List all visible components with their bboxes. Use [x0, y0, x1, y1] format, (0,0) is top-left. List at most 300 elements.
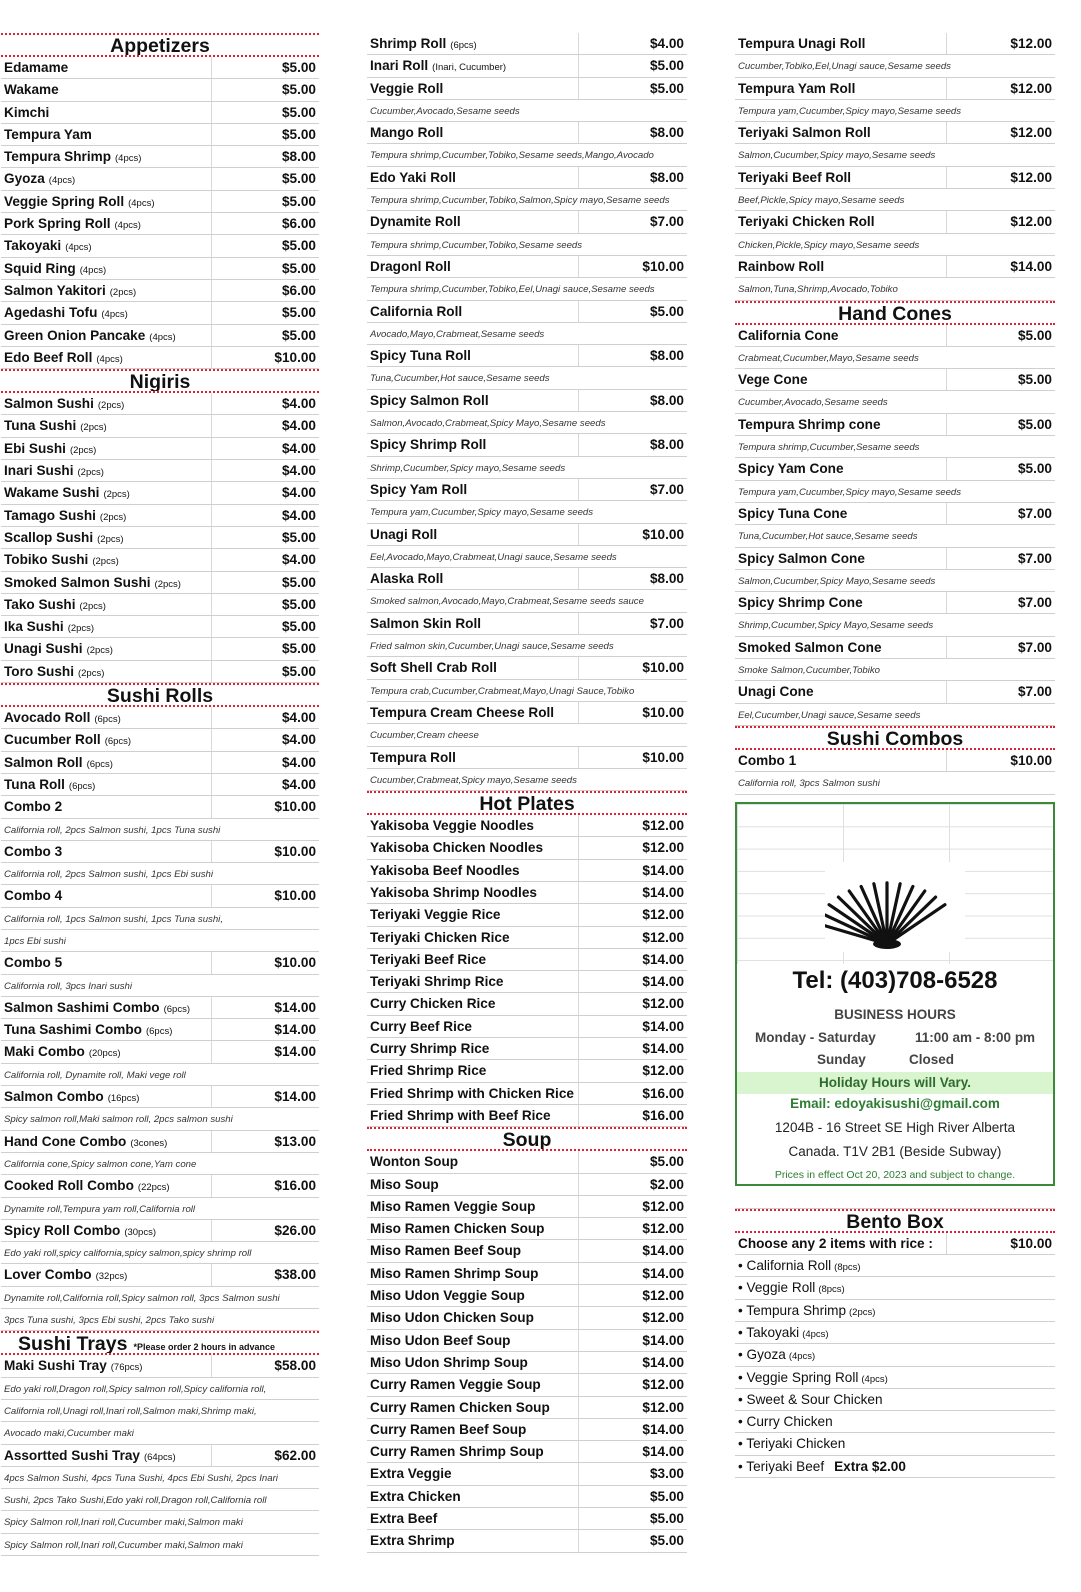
item-description — [367, 144, 687, 166]
email-address: Email: edoyakisushi@gmail.com — [790, 1096, 1000, 1111]
item-name-text: Spicy Shrimp Cone — [738, 595, 863, 611]
description-text: Cucumber,Cream cheese — [370, 730, 479, 742]
item-description — [367, 546, 687, 568]
item-description — [367, 501, 687, 523]
item-description — [367, 367, 687, 389]
menu-item — [367, 927, 687, 949]
item-name-text: Takoyaki — [4, 238, 62, 254]
item-name-text: Wonton Soup — [370, 1154, 459, 1170]
item-name — [370, 1333, 510, 1348]
item-name-text: Smoked Salmon Sushi — [4, 574, 151, 590]
item-description — [1, 1153, 319, 1175]
menu-item — [367, 390, 687, 412]
description-text: Shrimp,Cucumber,Spicy mayo,Sesame seeds — [370, 462, 566, 474]
menu-item — [735, 33, 1055, 55]
item-name-text: Miso Udon Veggie Soup — [370, 1288, 525, 1304]
item-price: $8.00 — [649, 571, 684, 587]
item-name-text: Maki Sushi Tray — [4, 1358, 107, 1374]
item-quantity: (2pcs) — [97, 400, 125, 412]
item-description — [735, 347, 1055, 369]
item-description — [735, 772, 1055, 794]
menu-item — [1, 57, 319, 79]
item-name-text: Wakame — [4, 82, 59, 98]
item-name-text: Salmon Sushi — [4, 396, 94, 412]
item-name-text: Spicy Yam Cone — [738, 461, 844, 477]
item-name-text: Mango Roll — [370, 125, 444, 141]
item-name — [4, 441, 96, 456]
menu-item — [1, 997, 319, 1019]
description-text: California roll, 3pcs Inari sushi — [4, 980, 132, 992]
item-name-text: Maki Combo — [4, 1044, 85, 1060]
description-text: Salmon,Cucumber,Spicy mayo,Sesame seeds — [738, 150, 936, 162]
item-quantity: (4pcs) — [128, 197, 155, 209]
item-name-text: Pork Spring Roll — [4, 216, 111, 232]
item-name — [738, 214, 875, 229]
menu-item — [367, 1463, 687, 1485]
item-price: $8.00 — [649, 437, 684, 453]
item-price: $8.00 — [649, 169, 684, 185]
item-name — [4, 171, 75, 186]
item-name-text: Cucumber Roll — [4, 732, 101, 748]
item-price: $10.00 — [642, 704, 684, 720]
item-name — [370, 259, 451, 274]
item-name-text: Soft Shell Crab Roll — [370, 660, 497, 676]
item-name-text: Miso Ramen Beef Soup — [370, 1243, 522, 1259]
item-quantity: (2pcs) — [92, 556, 119, 568]
item-name — [370, 818, 534, 833]
item-price: $13.00 — [274, 1133, 316, 1149]
item-name-text: Tempura Unagi Roll — [738, 36, 866, 51]
item-price: $10.00 — [642, 258, 684, 274]
item-name-text: Curry Chicken Rice — [370, 996, 496, 1012]
menu-item — [1, 952, 319, 974]
item-name-text: Salmon Combo — [4, 1089, 104, 1105]
item-price: $7.00 — [1017, 639, 1052, 655]
menu-item — [1, 79, 319, 101]
menu-item — [367, 256, 687, 278]
item-name-text: Choose any 2 items with rice : — [738, 1235, 933, 1251]
item-name — [4, 508, 126, 523]
item-price: $5.00 — [281, 641, 316, 657]
item-name-text: Spicy Salmon Cone — [738, 550, 865, 566]
menu-item — [367, 1441, 687, 1463]
item-price: $14.00 — [642, 884, 684, 900]
bento-option-text: • Teriyaki Chicken — [738, 1436, 846, 1452]
item-quantity: (2pcs) — [109, 286, 137, 298]
item-name — [4, 732, 131, 747]
item-name — [370, 930, 510, 945]
description-text: Edo yaki roll,spicy california,spicy salmon,spicy shrimp roll — [4, 1248, 252, 1260]
menu-item — [367, 1083, 687, 1105]
menu-item — [1, 347, 319, 369]
item-price: $8.00 — [649, 125, 684, 141]
menu-item — [367, 1060, 687, 1082]
item-description — [1, 1309, 319, 1331]
item-name-text: Veggie Spring Roll — [4, 193, 125, 209]
item-price: $14.00 — [642, 1421, 684, 1437]
holiday-notice: Holiday Hours will Vary. — [737, 1072, 1053, 1094]
item-quantity: (2pcs) — [80, 422, 107, 434]
item-name-text: Tempura Roll — [370, 749, 456, 765]
item-price: $12.00 — [642, 1310, 684, 1326]
description-text: 4pcs Salmon Sushi, 4pcs Tuna Sushi, 4pcs Ebi Sushi, 2pcs Inari — [4, 1472, 278, 1484]
item-description — [1, 930, 319, 952]
menu-item — [1, 302, 319, 324]
item-description — [1, 1400, 319, 1422]
item-name — [370, 1266, 538, 1281]
item-price: $7.00 — [1017, 595, 1052, 611]
menu-item — [1, 482, 319, 504]
menu-item — [367, 479, 687, 501]
item-description — [1, 1242, 319, 1264]
bento-option-name — [738, 1280, 845, 1295]
menu-item — [1, 460, 319, 482]
item-name — [4, 552, 119, 567]
item-price: $10.00 — [642, 660, 684, 676]
item-name-text: Ebi Sushi — [4, 440, 66, 456]
item-description — [735, 189, 1055, 211]
item-name-text: Tamago Sushi — [4, 507, 96, 523]
menu-item — [367, 1151, 687, 1173]
description-text: 3pcs Tuna sushi, 3pcs Ebi sushi, 2pcs Tako sushi — [4, 1315, 215, 1327]
item-name — [370, 705, 554, 720]
item-name-text: Spicy Roll Combo — [4, 1222, 121, 1238]
menu-item — [735, 325, 1055, 347]
item-name — [370, 1288, 525, 1303]
item-quantity: (6pcs) — [86, 758, 113, 770]
item-price: $12.00 — [1010, 36, 1052, 51]
item-quantity: (2pcs) — [86, 645, 113, 657]
item-description — [735, 436, 1055, 458]
item-price: $4.00 — [281, 710, 316, 726]
blank-row — [735, 1187, 1055, 1209]
item-name-text: Smoked Salmon Cone — [738, 639, 882, 655]
item-price: $12.00 — [642, 1063, 684, 1079]
item-name — [4, 844, 62, 859]
item-name — [4, 1044, 121, 1059]
item-description — [367, 234, 687, 256]
bento-option-text: • Takoyaki — [738, 1324, 800, 1340]
menu-item — [1, 191, 319, 213]
item-quantity: (4pcs) — [48, 175, 76, 187]
description-text: Salmon,Tuna,Shrimp,Avocado,Tobiko — [738, 284, 898, 296]
item-name-text: Assortted Sushi Tray — [4, 1447, 140, 1463]
item-quantity: (2pcs) — [67, 623, 95, 635]
item-name-text: Yakisoba Chicken Noodles — [370, 840, 544, 856]
item-description — [735, 391, 1055, 413]
item-name — [370, 996, 495, 1011]
item-price: $7.00 — [1017, 550, 1052, 566]
menu-item — [1, 527, 319, 549]
bento-option-quantity: (2pcs) — [849, 1306, 876, 1318]
item-description — [735, 100, 1055, 122]
item-name — [370, 1177, 439, 1192]
menu-item — [1, 885, 319, 907]
item-name-text: Miso Ramen Veggie Soup — [370, 1198, 536, 1214]
item-description — [1, 975, 319, 997]
bento-option-text: • Veggie Spring Roll — [738, 1369, 859, 1385]
description-text: Eel,Cucumber,Unagi sauce,Sesame seeds — [738, 709, 921, 721]
menu-item — [367, 524, 687, 546]
section-header — [735, 1209, 1055, 1233]
menu-item — [367, 1174, 687, 1196]
item-name-text: Veggie Roll — [370, 80, 444, 96]
bento-option-name — [738, 1347, 815, 1362]
bento-option — [735, 1277, 1055, 1299]
item-name-text: Tempura Shrimp — [4, 149, 112, 165]
item-description — [367, 635, 687, 657]
item-price: $5.00 — [281, 305, 316, 321]
menu-item — [1, 1175, 319, 1197]
description-text: Fried salmon skin,Cucumber,Unagi sauce,Sesame seeds — [370, 641, 614, 653]
item-price: $10.00 — [642, 526, 684, 542]
item-price: $4.00 — [281, 485, 316, 501]
item-name — [370, 58, 506, 73]
bento-option-text: • Curry Chicken — [738, 1414, 833, 1430]
item-price: $26.00 — [274, 1222, 316, 1238]
description-text: California roll, 3pcs Salmon sushi — [738, 778, 880, 790]
item-name-text: Extra Chicken — [370, 1488, 461, 1504]
item-name — [4, 1089, 139, 1104]
item-price: $10.00 — [1010, 752, 1052, 768]
item-description — [1, 1287, 319, 1309]
item-name-text: Teriyaki Chicken Rice — [370, 929, 510, 945]
description-text: Sushi, 2pcs Tako Sushi,Edo yaki roll,Dragon roll,California roll — [4, 1495, 267, 1507]
item-name — [4, 485, 130, 500]
item-price: $8.00 — [649, 392, 684, 408]
item-name — [370, 616, 481, 631]
menu-item — [1, 124, 319, 146]
item-price: $14.00 — [642, 862, 684, 878]
item-description — [735, 55, 1055, 77]
item-quantity: (2pcs) — [154, 578, 181, 590]
item-name — [370, 1063, 486, 1078]
fan-handle — [873, 939, 901, 949]
item-name — [4, 955, 62, 970]
item-name — [4, 1022, 172, 1037]
bento-option-text: • Gyoza — [738, 1347, 786, 1363]
item-quantity: (4pcs) — [149, 331, 176, 343]
item-name-text: Miso Soup — [370, 1176, 439, 1192]
bento-option-name — [738, 1459, 906, 1474]
item-name — [4, 664, 104, 679]
menu-item — [367, 345, 687, 367]
item-name — [738, 753, 796, 768]
item-price: $5.00 — [649, 80, 684, 96]
menu-item — [735, 458, 1055, 480]
item-price: $5.00 — [281, 663, 316, 679]
item-price: $4.00 — [281, 440, 316, 456]
item-name-text: Curry Ramen Beef Soup — [370, 1421, 527, 1437]
item-name-text: Combo 5 — [4, 955, 63, 971]
item-name — [4, 149, 141, 164]
item-name — [4, 82, 59, 97]
item-price: $5.00 — [281, 60, 316, 75]
item-name-text: Salmon Roll — [4, 754, 83, 770]
item-name-text: Curry Beef Rice — [370, 1018, 472, 1034]
menu-item — [1, 841, 319, 863]
item-name-text: Tuna Sushi — [4, 418, 77, 434]
item-description — [367, 100, 687, 122]
item-name — [370, 125, 443, 140]
address-line-2: Canada. T1V 2B1 (Beside Subway) — [788, 1144, 1002, 1159]
menu-item — [367, 568, 687, 590]
item-name — [4, 530, 124, 545]
item-quantity: (30pcs) — [124, 1226, 156, 1238]
item-name-text: Teriyaki Beef Rice — [370, 951, 487, 967]
item-price: $12.00 — [1010, 214, 1052, 230]
section-header — [367, 791, 687, 815]
menu-item — [735, 1233, 1055, 1255]
item-price: $16.00 — [642, 1107, 684, 1123]
item-name-text: Shrimp Roll — [370, 36, 447, 51]
description-text: Tempura crab,Cucumber,Crabmeat,Mayo,Unagi Sauce,Tobiko — [370, 685, 635, 697]
item-price: $10.00 — [274, 955, 316, 971]
item-name-text: Fried Shrimp with Beef Rice — [370, 1107, 551, 1123]
description-text: Cucumber,Avocado,Sesame seeds — [370, 105, 520, 117]
item-name — [4, 1267, 127, 1282]
item-price: $38.00 — [274, 1267, 316, 1283]
menu-item — [1, 325, 319, 347]
description-text: Dynamite roll,California roll,Spicy salmon roll, 3pcs Salmon sushi — [4, 1292, 280, 1304]
menu-item — [1, 549, 319, 571]
item-price: $4.00 — [281, 754, 316, 770]
hours-days: Sunday — [817, 1052, 866, 1067]
description-text: Salmon,Cucumber,Spicy Mayo,Sesame seeds — [738, 575, 936, 587]
bento-option-text: • California Roll — [738, 1258, 832, 1274]
item-quantity: (2pcs) — [103, 489, 130, 501]
menu-item — [1, 796, 319, 818]
menu-item — [1, 280, 319, 302]
item-name-text: Curry Shrimp Rice — [370, 1041, 490, 1057]
menu-item — [367, 1508, 687, 1530]
item-name-text: Teriyaki Veggie Rice — [370, 907, 501, 923]
menu-item — [735, 122, 1055, 144]
item-quantity: (2pcs) — [77, 667, 105, 679]
item-price: $14.00 — [642, 1018, 684, 1034]
item-name — [370, 1086, 574, 1101]
section-header — [735, 726, 1055, 750]
menu-item — [367, 55, 687, 77]
section-header — [1, 683, 319, 707]
item-name — [4, 888, 62, 903]
item-name — [370, 527, 437, 542]
item-name-text: Kimchi — [4, 104, 50, 120]
item-name-text: Yakisoba Veggie Noodles — [370, 818, 534, 834]
item-price: $8.00 — [649, 348, 684, 364]
item-name — [4, 1134, 167, 1149]
item-name — [370, 1199, 535, 1214]
description-text: California roll, 1pcs Salmon sushi, 1pcs Tuna sushi, — [4, 913, 223, 925]
item-description — [367, 769, 687, 791]
item-price: $62.00 — [274, 1447, 316, 1463]
item-name — [370, 1355, 528, 1370]
item-price: $4.00 — [281, 463, 316, 479]
item-name-text: Tempura Cream Cheese Roll — [370, 704, 555, 720]
menu-item — [735, 256, 1055, 278]
menu-item — [1, 235, 319, 257]
item-name — [4, 1000, 190, 1015]
item-name-text: Ika Sushi — [4, 619, 64, 635]
item-description — [1, 1108, 319, 1130]
item-name-text: Rainbow Roll — [738, 258, 825, 274]
item-name — [370, 1377, 541, 1392]
item-price: $7.00 — [1017, 684, 1052, 700]
item-name — [4, 127, 92, 142]
item-price: $58.00 — [274, 1358, 316, 1374]
item-price: $6.00 — [281, 282, 316, 298]
menu-item — [367, 1263, 687, 1285]
item-name-text: Fried Shrimp with Chicken Rice — [370, 1085, 574, 1101]
menu-item — [1, 707, 319, 729]
menu-column-right — [735, 33, 1055, 1478]
item-price: $10.00 — [274, 888, 316, 904]
menu-item — [735, 414, 1055, 436]
description-text: Tempura yam,Cucumber,Spicy mayo,Sesame seeds — [370, 507, 594, 519]
bento-option-name — [738, 1370, 888, 1385]
item-price: $14.00 — [274, 999, 316, 1015]
item-price: $14.00 — [642, 1265, 684, 1281]
item-quantity: (Inari, Cucumber) — [432, 62, 507, 74]
menu-item — [367, 971, 687, 993]
item-name — [370, 1221, 544, 1236]
item-name-text: Tobiko Sushi — [4, 552, 89, 568]
item-quantity: (6pcs) — [163, 1003, 191, 1015]
item-name — [370, 863, 520, 878]
description-text: Tempura shrimp,Cucumber,Tobiko,Salmon,Spicy mayo,Sesame seeds — [370, 195, 670, 207]
bento-option-name — [738, 1436, 845, 1451]
bento-option — [735, 1300, 1055, 1322]
menu-item — [1, 572, 319, 594]
item-quantity: (6pcs) — [145, 1026, 173, 1038]
description-text: California roll, 2pcs Salmon sushi, 1pcs Tuna sushi — [4, 824, 221, 836]
item-description — [735, 614, 1055, 636]
item-price: $14.00 — [642, 1243, 684, 1259]
menu-item — [367, 815, 687, 837]
item-quantity: (16pcs) — [107, 1093, 140, 1105]
item-name — [4, 777, 95, 792]
item-quantity: (2pcs) — [99, 511, 127, 523]
menu-item — [367, 747, 687, 769]
item-name — [738, 328, 838, 343]
item-name — [370, 170, 456, 185]
menu-item — [735, 681, 1055, 703]
item-name-text: Spicy Salmon Roll — [370, 392, 489, 408]
item-description — [1, 1467, 319, 1489]
item-quantity: (4pcs) — [114, 220, 141, 232]
menu-item — [1, 638, 319, 660]
menu-item — [1, 146, 319, 168]
description-text: Tempura yam,Cucumber,Spicy mayo,Sesame seeds — [738, 105, 962, 117]
menu-item — [1, 1355, 319, 1377]
description-text: Spicy Salmon roll,Inari roll,Cucumber maki,Salmon maki — [4, 1517, 243, 1529]
item-name-text: Unagi Sushi — [4, 641, 83, 657]
hours-days: Monday - Saturday — [755, 1030, 876, 1045]
item-name — [4, 463, 104, 478]
item-price: $5.00 — [1017, 416, 1052, 432]
item-name — [4, 799, 62, 814]
item-name — [370, 571, 443, 586]
item-name-text: Extra Veggie — [370, 1466, 452, 1482]
bento-option-name — [738, 1258, 861, 1273]
menu-item — [735, 167, 1055, 189]
item-price: $12.00 — [642, 907, 684, 923]
item-price: $16.00 — [274, 1178, 316, 1194]
item-name-text: Unagi Roll — [370, 526, 438, 542]
item-name-text: California Cone — [738, 327, 839, 343]
item-name — [4, 105, 49, 120]
item-price: $5.00 — [649, 58, 684, 74]
